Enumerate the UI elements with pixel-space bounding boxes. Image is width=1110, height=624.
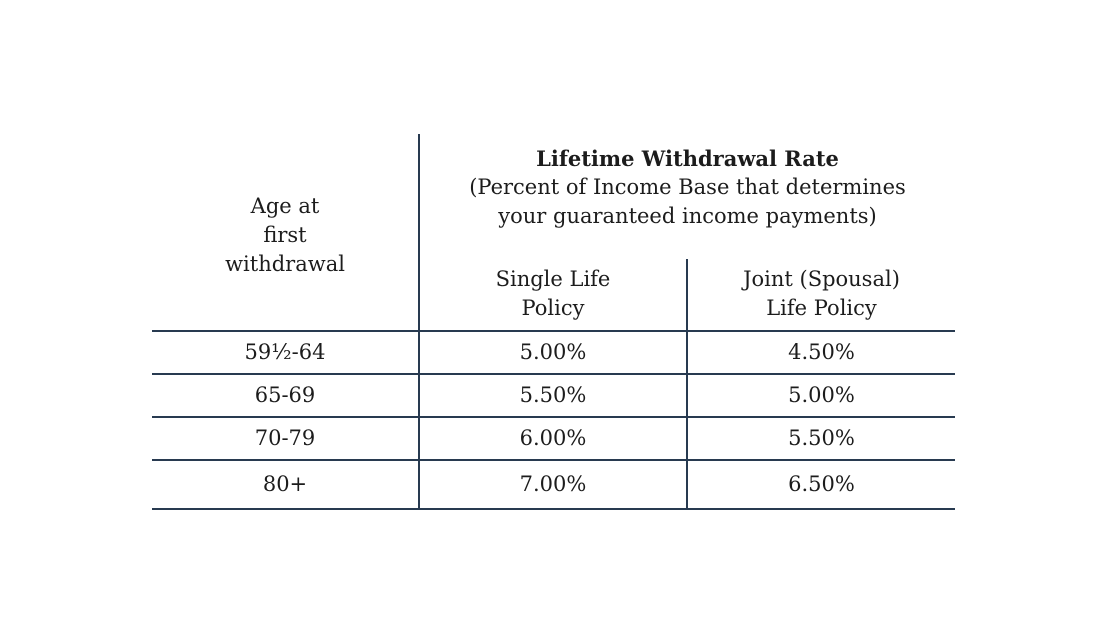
table-cell-single: 5.00% bbox=[519, 340, 587, 364]
age-header-line: first bbox=[263, 222, 307, 247]
single-life-header-line: Single Life bbox=[495, 267, 611, 291]
withdrawal-rate-table bbox=[152, 134, 955, 510]
joint-life-header-line: Joint (Spousal) bbox=[743, 267, 900, 291]
single-life-column-header bbox=[420, 264, 686, 324]
rate-group-subtitle-line: (Percent of Income Base that determines bbox=[469, 174, 906, 199]
age-header-line: withdrawal bbox=[225, 251, 345, 276]
table-cell-age: 65-69 bbox=[254, 383, 316, 407]
table-cell-joint: 4.50% bbox=[788, 340, 855, 364]
rate-group-title: Lifetime Withdrawal Rate bbox=[536, 145, 839, 171]
table-divider-horizontal bbox=[152, 508, 955, 510]
table-cell-age: 70-79 bbox=[254, 426, 316, 450]
age-column-header bbox=[152, 190, 418, 280]
rate-group-subtitle-line: your guaranteed income payments) bbox=[498, 203, 877, 228]
rate-group-header bbox=[420, 142, 955, 232]
joint-life-header-line: Life Policy bbox=[766, 296, 877, 320]
table-cell-single: 6.00% bbox=[519, 426, 587, 450]
table-cell-single: 5.50% bbox=[519, 383, 587, 407]
table-cell-single: 7.00% bbox=[519, 472, 587, 496]
table-cell-age: 59½-64 bbox=[244, 340, 326, 364]
single-life-header-line: Policy bbox=[521, 296, 585, 320]
table-cell-joint: 5.50% bbox=[788, 426, 855, 450]
table-cell-age: 80+ bbox=[262, 472, 308, 496]
table-cell-joint: 5.00% bbox=[788, 383, 855, 407]
age-header-line: Age at bbox=[250, 193, 320, 218]
table-cell-joint: 6.50% bbox=[788, 472, 855, 496]
joint-life-column-header bbox=[688, 264, 955, 324]
